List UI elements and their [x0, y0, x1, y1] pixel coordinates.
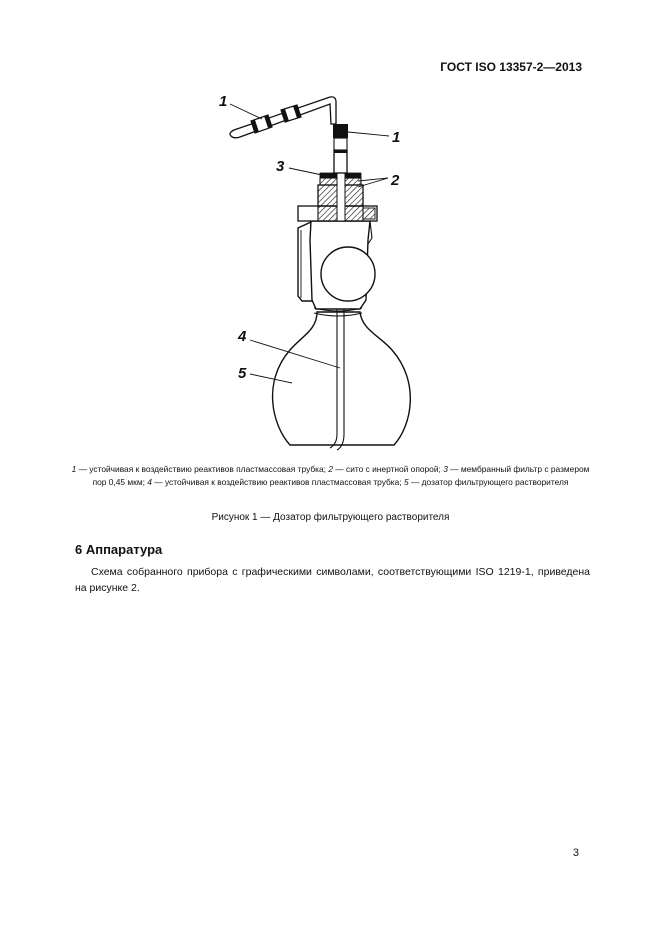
standard-header: ГОСТ ISO 13357-2—2013 — [440, 60, 582, 74]
ball-valve — [321, 247, 375, 301]
legend-num-2: 2 — [328, 464, 333, 474]
dispenser-drawing — [200, 85, 440, 460]
legend-num-5: 5 — [403, 476, 409, 487]
inner-tube — [330, 309, 344, 450]
callout-3: 3 — [276, 158, 285, 175]
flask-outline — [273, 312, 411, 445]
callout-2: 2 — [391, 172, 400, 189]
figure-filter-dispenser — [200, 85, 440, 460]
section-title: 6 Аппаратура — [75, 542, 163, 557]
figure-legend — [64, 463, 597, 488]
legend-text-1: — устойчивая к воздействию реактивов пластмассовая трубка; — [76, 464, 329, 474]
page-number: 3 — [572, 847, 579, 859]
legend-text-4: — устойчивая к воздействию реактивов пластмассовая трубка; — [151, 476, 404, 487]
callout-4: 4 — [238, 328, 247, 345]
callout-5: 5 — [238, 365, 247, 382]
legend-num-4: 4 — [147, 476, 152, 487]
callout-1-right: 1 — [392, 129, 401, 146]
callout-1-left: 1 — [219, 93, 228, 110]
legend-text-3: — мембранный фильтр с размером пор 0,45 мкм; — [92, 464, 590, 487]
legend-num-3: 3 — [443, 464, 448, 474]
legend-text-5: — дозатор фильтрующего растворителя — [408, 476, 569, 487]
figure-caption: Рисунок 1 — Дозатор фильтрующего растворителя — [211, 512, 450, 523]
legend-num-1: 1 — [71, 464, 77, 474]
section-paragraph: Схема собранного прибора с графическими символами, соответствующими ISO 1219-1, приведена на рисунке 2. — [75, 566, 590, 594]
legend-text-2: — сито с инертной опорой; — [332, 464, 444, 474]
